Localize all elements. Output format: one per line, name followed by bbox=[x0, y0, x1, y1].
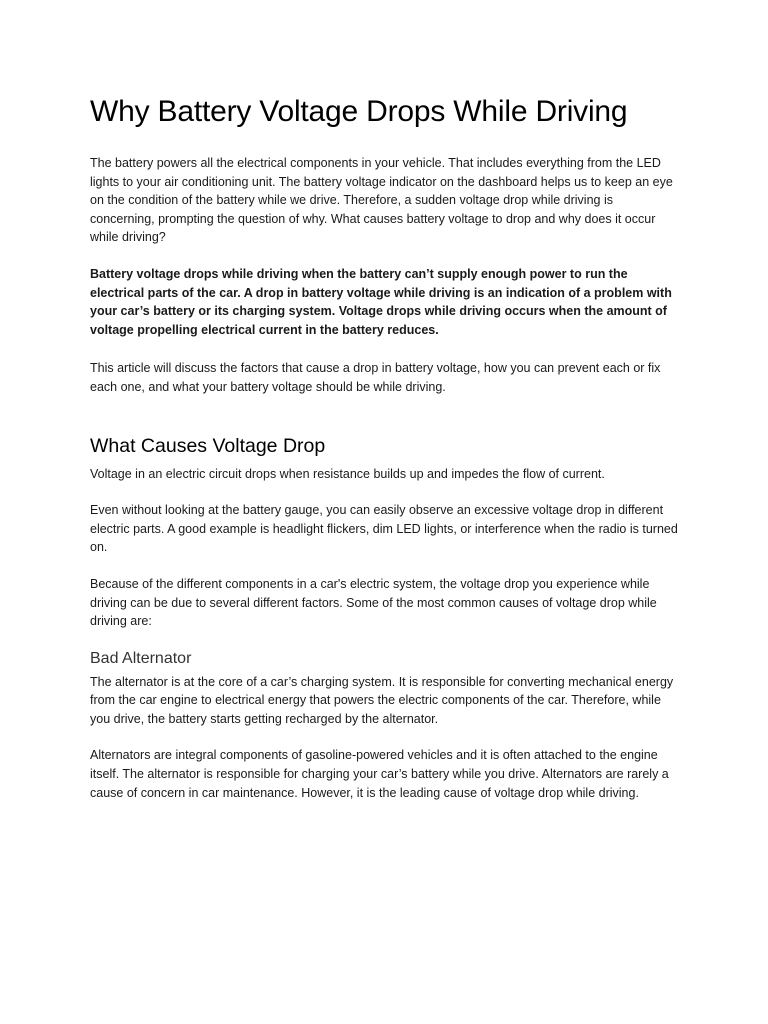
alternator-paragraph-2: Alternators are integral components of gasoline-powered vehicles and it is often attached to the engine itself. The alternator is responsible for charging your car’s battery while you drive. Alternators are rarely a cause of concern in car maintenance. However, it is the leading cause of voltage drop while driving. bbox=[90, 748, 669, 800]
document-page bbox=[90, 92, 680, 820]
causes-paragraph-1: Voltage in an electric circuit drops when resistance builds up and impedes the flow of current. bbox=[90, 466, 605, 481]
section-heading-causes: What Causes Voltage Drop bbox=[90, 434, 326, 457]
page-title: Why Battery Voltage Drops While Driving bbox=[90, 95, 628, 128]
causes-paragraph-3: Because of the different components in a car's electric system, the voltage drop you experience while driving can be due to several different factors. Some of the most common causes of voltage drop while driving are: bbox=[90, 576, 657, 629]
overview-paragraph: This article will discuss the factors that cause a drop in battery voltage, how you can prevent each or fix each one, and what your battery voltage should be while driving. bbox=[90, 361, 661, 394]
intro-paragraph: The battery powers all the electrical components in your vehicle. That includes everything from the LED lights to your air conditioning unit. The battery voltage indicator on the dashboard helps us to keep an eye on the condition of the battery while we drive. Therefore, a sudden voltage drop while driving is concerning, prompting the question of why. What causes battery voltage to drop and why does it occur while driving? bbox=[90, 156, 673, 245]
subsection-heading-bad-alternator: Bad Alternator bbox=[90, 649, 192, 667]
alternator-paragraph-1: The alternator is at the core of a car’s charging system. It is responsible for converting mechanical energy from the car engine to electrical energy that powers the electric components of the car. Therefore, while you drive, the battery starts getting recharged by the alternator. bbox=[90, 674, 674, 726]
causes-paragraph-2: Even without looking at the battery gauge, you can easily observe an excessive voltage drop in different electric parts. A good example is headlight flickers, dim LED lights, or interference when the radio is turned on. bbox=[90, 503, 678, 555]
summary-paragraph: Battery voltage drops while driving when the battery can’t supply enough power to run the electrical parts of the car. A drop in battery voltage while driving is an indication of a problem with your car’s battery or its charging system. Voltage drops while driving occurs when the amount of voltage propelling electrical current in the battery reduces. bbox=[90, 266, 672, 337]
